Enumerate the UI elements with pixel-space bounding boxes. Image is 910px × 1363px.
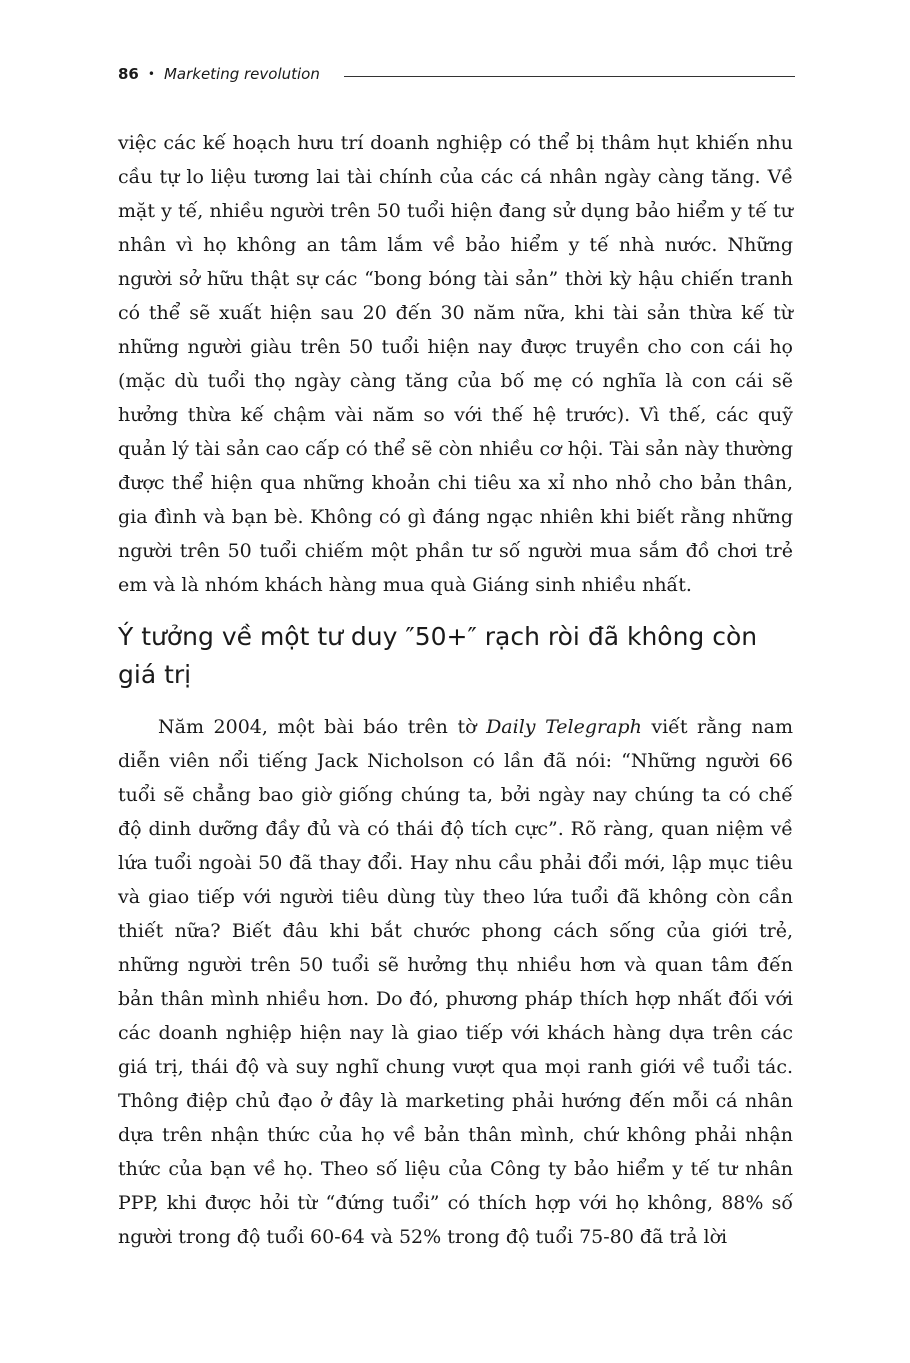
paragraph-2-text-start: Năm 2004, một bài báo trên tờ <box>158 716 487 738</box>
body-paragraph-2 <box>118 710 793 1254</box>
page-header <box>118 62 795 86</box>
page-number: 86 <box>118 65 139 83</box>
paragraph-2-text-rest: viết rằng nam diễn viên nổi tiếng Jack Nicholson có lần đã nói: “Những người 66 tuổi sẽ chẳng bao giờ giống chúng ta, bởi ngày nay chúng ta có chế độ dinh dưỡng đầy đủ và có thái độ tích cực”. Rõ ràng, quan niệm về lứa tuổi ngoài 50 đã thay đổi. Hay nhu cầu phải đổi mới, lập mục tiêu và giao tiếp với người tiêu dùng tùy theo lứa tuổi đã không còn cần thiết nữa? Biết đâu khi bắt chước phong cách sống của giới trẻ, những người trên 50 tuổi sẽ hưởng thụ nhiều hơn và quan tâm đến bản thân mình nhiều hơn. Do đó, phương pháp thích hợp nhất đối với các doanh nghiệp hiện nay là giao tiếp với khách hàng dựa trên các giá trị, thái độ và suy nghĩ chung vượt qua mọi ranh giới về tuổi tác. Thông điệp chủ đạo ở đây là marketing phải hướng đến mỗi cá nhân dựa trên nhận thức của họ về bản thân mình, chứ không phải nhận thức của bạn về họ. Theo số liệu của Công ty bảo hiểm y tế tư nhân PPP, khi được hỏi từ “đứng tuổi” có thích hợp với họ không, 88% số người trong độ tuổi 60-64 và 52% trong độ tuổi 75-80 đã trả lời <box>118 716 793 1248</box>
section-heading: Ý tưởng về một tư duy ″50+″ rạch ròi đã không còn giá trị <box>118 622 758 689</box>
header-separator: • <box>147 67 155 81</box>
header-rule <box>344 76 795 77</box>
body-paragraph-1: việc các kế hoạch hưu trí doanh nghiệp có thể bị thâm hụt khiến nhu cầu tự lo liệu tương lai tài chính của các cá nhân ngày càng tăng. Về mặt y tế, nhiều người trên 50 tuổi hiện đang sử dụng bảo hiểm y tế tư nhân vì họ không an tâm lắm về bảo hiểm y tế nhà nước. Những người sở hữu thật sự các “bong bóng tài sản” thời kỳ hậu chiến tranh có thể sẽ xuất hiện sau 20 đến 30 năm nữa, khi tài sản thừa kế từ những người giàu trên 50 tuổi hiện nay được truyền cho con cái họ (mặc dù tuổi thọ ngày càng tăng của bố mẹ có nghĩa là con cái sẽ hưởng thừa kế chậm vài năm so với thế hệ trước). Vì thế, các quỹ quản lý tài sản cao cấp có thể sẽ còn nhiều cơ hội. Tài sản này thường được thể hiện qua những khoản chi tiêu xa xỉ nho nhỏ cho bản thân, gia đình và bạn bè. Không có gì đáng ngạc nhiên khi biết rằng những người trên 50 tuổi chiếm một phần tư số người mua sắm đồ chơi trẻ em và là nhóm khách hàng mua quà Giáng sinh nhiều nhất. <box>118 132 793 596</box>
running-title: Marketing revolution <box>163 65 320 83</box>
publication-name: Daily Telegraph <box>486 716 642 738</box>
